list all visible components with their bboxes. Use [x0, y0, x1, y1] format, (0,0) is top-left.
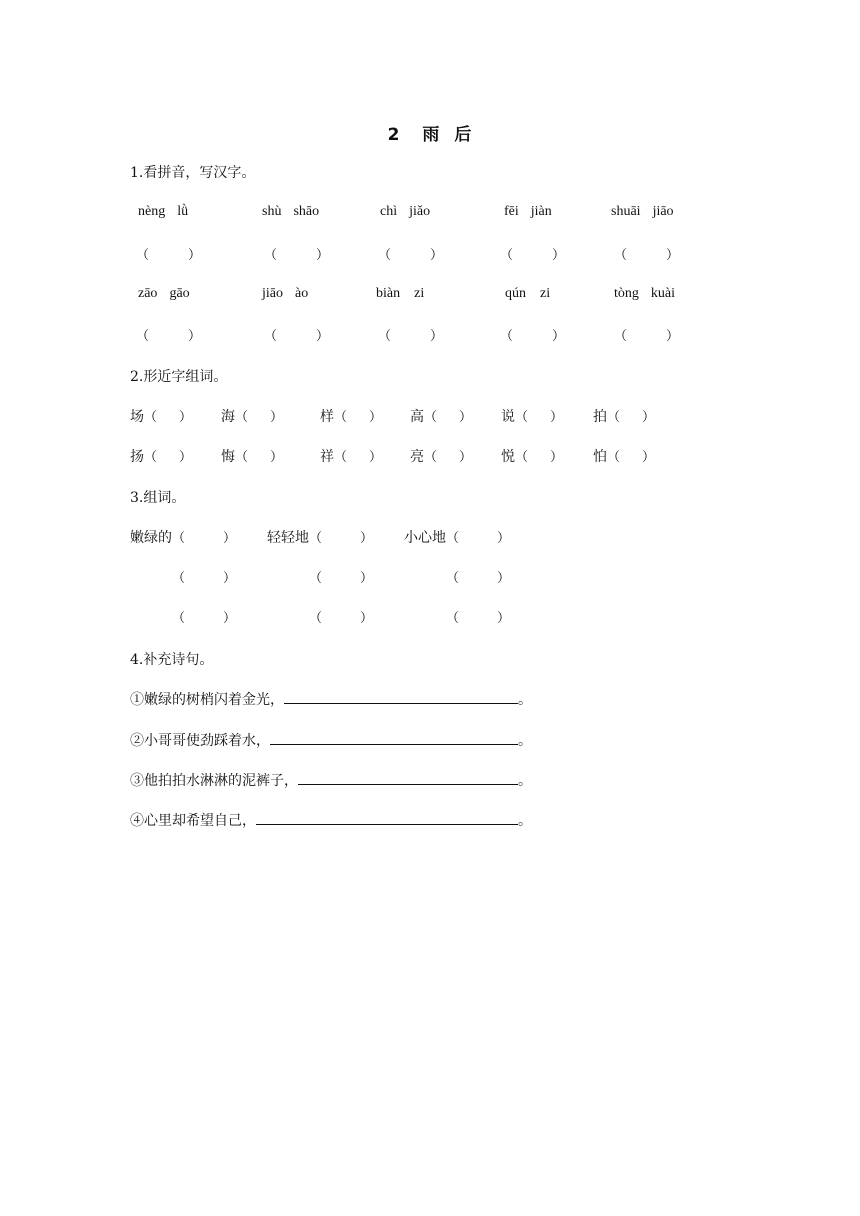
title-word-2: 后	[454, 125, 473, 145]
answer-blank[interactable]: （ ）	[309, 611, 374, 626]
q3-item[interactable]: 嫩绿的（ ）	[130, 530, 237, 546]
title-word-1: 雨	[422, 125, 441, 145]
q2-item[interactable]: 高（ ）	[410, 409, 473, 425]
pinyin-1-2: shù shāo	[262, 204, 320, 219]
answer-blank[interactable]: （ ）	[172, 571, 237, 586]
q2-item[interactable]: 拍（ ）	[593, 409, 656, 425]
answer-blank[interactable]: （ ）	[446, 611, 511, 626]
poem-line-3: ③他拍拍水淋淋的泥裤子， 。	[130, 770, 532, 790]
pinyin-1-5: shuāi jiāo	[611, 204, 674, 219]
q3-item[interactable]: 小心地（ ）	[404, 530, 511, 546]
answer-blank[interactable]: （ ）	[446, 571, 511, 586]
q2-heading: 2.形近字组词。	[130, 369, 228, 385]
page-title	[0, 120, 860, 145]
pinyin-1-3: chì jiǎo	[380, 204, 431, 219]
pinyin-1-4: fēi jiàn	[504, 204, 552, 219]
q4-heading: 4.补充诗句。	[130, 652, 214, 668]
fill-blank-line[interactable]	[270, 730, 518, 745]
pinyin-2-2: jiāo ào	[262, 286, 309, 301]
fill-blank-line[interactable]	[256, 810, 518, 825]
poem-line-4: ④心里却希望自己， 。	[130, 810, 532, 830]
q2-item[interactable]: 怕（ ）	[593, 449, 656, 465]
q2-item[interactable]: 海（ ）	[221, 409, 284, 425]
pinyin-2-5: tòng kuài	[614, 286, 675, 301]
q3-heading: 3.组词。	[130, 490, 186, 506]
q3-item[interactable]: 轻轻地（ ）	[267, 530, 374, 546]
answer-blank[interactable]: （ ）	[309, 571, 374, 586]
pinyin-2-1: zāo gāo	[138, 286, 190, 301]
fill-blank-line[interactable]	[298, 770, 518, 785]
poem-line-2: ②小哥哥使劲踩着水， 。	[130, 730, 532, 750]
pinyin-2-3: biàn zi	[376, 286, 425, 301]
answer-blank[interactable]: （ ）	[172, 611, 237, 626]
q2-item[interactable]: 说（ ）	[501, 409, 564, 425]
lesson-number: 2	[387, 125, 401, 145]
pinyin-1-1: nèng lǜ	[138, 204, 189, 219]
q2-item[interactable]: 悔（ ）	[221, 449, 284, 465]
q2-item[interactable]: 扬（ ）	[130, 449, 193, 465]
pinyin-2-4: qún zi	[505, 286, 551, 301]
q2-item[interactable]: 样（ ）	[320, 409, 383, 425]
q2-item[interactable]: 亮（ ）	[410, 449, 473, 465]
q1-heading: 1.看拼音，写汉字。	[130, 165, 256, 181]
q2-item[interactable]: 悦（ ）	[501, 449, 564, 465]
q2-item[interactable]: 祥（ ）	[320, 449, 383, 465]
fill-blank-line[interactable]	[284, 689, 518, 704]
q2-item[interactable]: 场（ ）	[130, 409, 193, 425]
poem-line-1: ①嫩绿的树梢闪着金光， 。	[130, 689, 532, 709]
